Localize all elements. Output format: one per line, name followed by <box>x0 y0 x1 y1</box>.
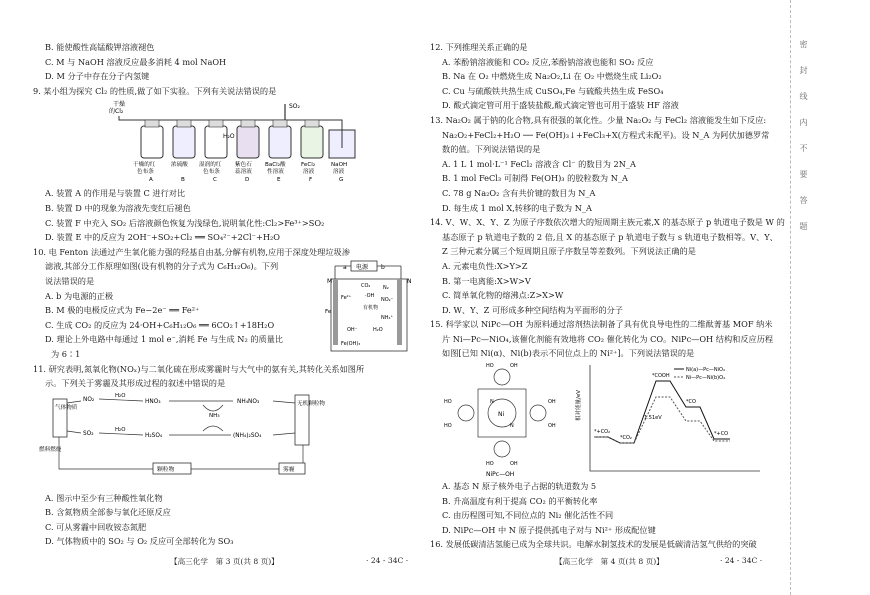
q10-option-a: A. b 为电源的正极 <box>45 290 114 301</box>
q10-stem-line-1: 10. 电 Fenton 法通过产生氧化能力强的羟基自由基,分解有机物,应用于深度处理垃圾渗 <box>33 246 350 257</box>
seal-notice <box>798 40 809 248</box>
oh-label-3: OH <box>548 423 556 430</box>
electrode-m <box>333 279 338 345</box>
oh-radical-label: ·OH <box>365 292 375 299</box>
inlet-label-bottom: 的Cl₂ <box>109 108 124 116</box>
q16-stem: 16. 发展低碳清洁氢能已成为全球共识。电解水制氢技术的发展是低碳清洁氢气供给的突破 <box>430 539 757 550</box>
bottle-d-letter: D <box>245 177 250 184</box>
q13-option-b: B. 1 mol FeCl₃ 可制得 Fe(OH)₃ 的胶粒数为 N_A <box>442 173 628 184</box>
energy-ylabel: 相对能量/eV <box>576 390 582 422</box>
q8-option-b: B. 能使酸性高锰酸钾溶液褪色 <box>45 42 155 52</box>
q11-option-a: A. 图示中至少有三种酸性氧化物 <box>45 492 163 503</box>
bottle-b <box>173 120 195 158</box>
oh-label-1: OH <box>510 363 518 370</box>
q15-option-b: B. 升高温度有利于提高 CO₂ 的平衡转化率 <box>442 495 598 506</box>
bottle-a-label-1: 干燥的红 <box>133 162 156 169</box>
bottle-c-letter: C <box>213 177 217 184</box>
q8-option-c: C. M 与 NaOH 溶液反应最多消耗 4 mol NaOH <box>45 56 227 67</box>
n2-label: N₂ <box>383 284 389 291</box>
q8-option-d: D. M 分子中存在分子内氢键 <box>45 71 150 82</box>
activation-energy-label: 1.51eV <box>644 415 662 422</box>
oh-label-2: OH <box>548 399 556 406</box>
h2so4-label: H₂SO₄ <box>145 432 163 439</box>
terminal-a-label: a <box>343 263 347 271</box>
oh-label-4: OH <box>510 461 518 468</box>
inorganic-label: 无机颗粒物 <box>297 400 325 407</box>
feoh3-label: Fe(OH)₃ <box>341 340 361 347</box>
right-column <box>430 40 785 552</box>
seal-char-8: 题 <box>799 222 808 248</box>
ho-label-2: HO <box>444 399 452 406</box>
bottle-d-label-2: 蕊溶液 <box>235 169 252 176</box>
bottle-a-label-2: 色布条 <box>137 169 154 176</box>
ho-label-4: HO <box>486 461 494 468</box>
bottle-a-letter: A <box>149 177 153 184</box>
bottle-f <box>301 120 323 158</box>
q9-option-d: D. 装置 E 中的反应为 2OH⁻+SO₂+Cl₂ ══ SO₄²⁻+2Cl⁻+H₂O <box>45 232 280 243</box>
ho-label-1: HO <box>486 363 494 370</box>
q14-option-b: B. 第一电离能:X>W>V <box>442 275 531 286</box>
n-label-1: N <box>490 399 494 406</box>
q10-option-c: C. 生成 CO₂ 的反应为 24·OH+C₆H₁₂O₆ ══ 6CO₂↑+18H₂O <box>45 319 275 330</box>
q14-option-d: D. W、Y、Z 可形成多种空间结构为平面形的分子 <box>442 304 623 315</box>
q15-option-d: D. NiPc—OH 中 N 原子提供孤电子对与 Ni²⁺ 形成配位键 <box>442 524 656 535</box>
q9-option-a: A. 装置 A 的作用是与装置 C 进行对比 <box>45 188 186 199</box>
seal-char-4: 内 <box>799 118 808 144</box>
q13-stem-line-2: Na₂O₂+FeCl₂+H₂O ── Fe(OH)₃↓+FeCl₃+X(方程式未配平)。设 N_A 为阿伏加德罗常 <box>442 129 770 140</box>
q13-stem-line-3: 数的值。下列说法错误的是 <box>442 144 541 155</box>
gas-label: 气体物质 <box>55 404 78 411</box>
q10-option-d-cont: 为 6∶1 <box>51 348 81 359</box>
fe-label: Fe <box>325 308 332 315</box>
q11-option-b: B. 含氮物质全部参与氧化还原反应 <box>45 507 171 518</box>
q10-option-b: B. M 极的电极反应式为 Fe−2e⁻ ══ Fe²⁺ <box>45 305 200 316</box>
state-3-label: *COOH <box>652 373 670 380</box>
h2o-bottom-label: H₂O <box>115 426 126 433</box>
seal-char-3: 线 <box>799 92 808 118</box>
bottle-c-label-1: 湿润的红 <box>199 162 222 169</box>
ho-label-3: HO <box>444 423 452 430</box>
seal-char-2: 封 <box>799 66 808 92</box>
q13-option-a: A. 1 L 1 mol·L⁻¹ FeCl₂ 溶液含 Cl⁻ 的数目为 2N_A <box>442 158 636 169</box>
beaker-g-letter: G <box>339 177 344 184</box>
n-label-2: N <box>510 423 514 430</box>
hno3-label: HNO₃ <box>145 398 161 405</box>
nh4-label: NH₄⁺ <box>381 314 394 321</box>
q11-option-c: C. 可从雾霾中回收铵态氮肥 <box>45 521 147 532</box>
q15-stem-line-1: 15. 科学家以 NiPc—OH 为原料通过溶剂热法制备了具有优良导电性的二维酞菁基 MOF 纳米 <box>430 319 773 330</box>
seal-char-5: 不 <box>799 144 808 170</box>
q14-option-a: A. 元素电负性:X>Y>Z <box>442 260 528 271</box>
electrode-n-label: N <box>407 277 412 285</box>
path-nib <box>594 397 730 443</box>
q13-stem-line-1: 13. Na₂O₂ 属于钠的化合物,具有很强的氧化性。少量 Na₂O₂ 与 FeCl₂ 溶液能发生如下反应: <box>430 114 767 125</box>
terminal-b-label: b <box>381 263 385 271</box>
seal-char-7: 答 <box>799 196 808 222</box>
bottle-d-label-1: 紫色石 <box>235 162 252 169</box>
beaker-g-label-2: 溶液 <box>333 169 345 176</box>
bottle-a <box>141 120 163 158</box>
nipc-oh-structure <box>444 363 556 478</box>
q15-stem-line-2: 片 Ni—Pc—NiO₄,该催化剂能有效地将 CO₂ 催化转化为 CO。NiPc—OH 结构和反应历程 <box>442 333 774 344</box>
inlet-label-top: 干燥 <box>113 101 126 109</box>
q9-apparatus-figure <box>33 98 423 186</box>
legend-1-label: Ni(a)—Pc—NiO₄ <box>686 367 725 374</box>
bottle-b-label-1: 浓硫酸 <box>171 162 188 169</box>
footer-left-code: · 24 - 34C · <box>366 556 409 565</box>
q14-option-c: C. 简单氧化物的熔沸点:Z>X>W <box>442 290 564 301</box>
state-5-label: *+CO <box>714 431 729 438</box>
bottle-d <box>237 120 259 158</box>
nh4no3-label: NH₄NO₃ <box>237 398 260 405</box>
state-1-label: *+CO₂ <box>594 429 611 436</box>
legend-2-label: Ni—Pc—Ni(b)O₄ <box>686 375 726 382</box>
q11-haze-figure <box>33 391 423 491</box>
beaker-g-label-1: NaOH <box>331 162 348 169</box>
q11-haze-svg <box>33 391 333 491</box>
q13-option-d: D. 每生成 1 mol X,转移的电子数为 N_A <box>442 202 592 213</box>
so2-label-q11: SO₂ <box>83 430 94 437</box>
haze-label: 雾霾 <box>283 466 295 473</box>
no2-label: NO₂⁻ <box>381 296 394 303</box>
electrode-n <box>397 279 402 345</box>
particle-label: 颗粒物 <box>157 466 175 473</box>
state-4-label: *CO <box>686 399 696 406</box>
q15-figure <box>430 361 785 479</box>
q15-svg <box>430 361 785 479</box>
q15-option-a: A. 基态 N 原子核外电子占据的轨道数为 5 <box>442 481 597 492</box>
no2-label-q11: NO₂ <box>83 396 95 403</box>
q12-stem: 12. 下列推理关系正确的是 <box>430 42 528 52</box>
nh3-label: NH₃ <box>209 412 220 419</box>
footer-left-page: 【高三化学 第 3 页(共 8 页)】 <box>170 557 279 566</box>
ni-center-label: Ni <box>498 411 505 419</box>
path-nia <box>594 381 730 443</box>
left-column <box>33 40 423 549</box>
co2-label: CO₂ <box>361 282 371 289</box>
q10-stem-line-2: 滤液,其部分工作原理如图(设有机物的分子式为 C₆H₁₂O₆)。下列 <box>45 261 279 272</box>
q11-stem-line-2: 示。下列关于雾霾及其形成过程的叙述中错误的是 <box>45 378 226 389</box>
q10-stem-line-3: 说法错误的是 <box>45 275 95 286</box>
fuel-label: 燃料燃烧 <box>39 446 62 453</box>
nh42so4-label: (NH₄)₂SO₄ <box>233 432 262 439</box>
q14-stem-line-1: 14. V、W、X、Y、Z 为原子序数依次增大的短周期主族元素,X 的基态原子 p 轨道电子数是 W 的 <box>430 217 785 228</box>
bottle-c-label-2: 色布条 <box>203 169 220 176</box>
gas-pipe <box>119 116 325 120</box>
q9-apparatus-svg <box>33 98 423 186</box>
beaker-g <box>325 120 355 158</box>
seal-char-1: 密 <box>799 40 808 66</box>
q12-option-b: B. Na 在 O₂ 中燃烧生成 Na₂O₂,Li 在 O₂ 中燃烧生成 Li₂O₂ <box>442 71 662 82</box>
q15-option-c: C. 由历程图可知,不同位点的 Ni₂ 催化活性不同 <box>442 510 614 521</box>
h2o-top-label: H₂O <box>115 392 126 399</box>
q12-option-d: D. 酸式滴定管可用于盛装盐酸,酸式滴定管也可用于盛装 HF 溶液 <box>442 100 679 111</box>
q12-option-a: A. 苯酚钠溶液能和 CO₂ 反应,苯酚钠溶液也能和 SO₂ 反应 <box>442 56 654 67</box>
bottle-e-label-1: BaCl₂酸 <box>265 162 286 169</box>
electrode-m-label: M <box>327 277 333 285</box>
q10-electrolysis-figure <box>325 259 415 355</box>
q9-option-c: C. 装置 F 中充入 SO₂ 后溶液颜色恢复为浅绿色,说明氧化性:Cl₂>Fe³⁺>SO₂ <box>45 217 325 228</box>
bottle-f-letter: F <box>309 177 313 184</box>
h2o-label: H₂O <box>223 133 235 141</box>
bottle-b-letter: B <box>181 177 185 184</box>
so2-label: SO₂ <box>289 103 300 111</box>
energy-axes <box>590 365 760 471</box>
q10-option-d: D. 理论上外电路中每通过 1 mol e⁻,消耗 Fe 与生成 N₂ 的质量比 <box>45 334 284 345</box>
bottle-f-label-1: FeCl₂ <box>301 162 316 169</box>
q11-option-d: D. 气体物质中的 SO₂ 与 O₂ 反应可全部转化为 SO₃ <box>45 536 234 547</box>
bottle-e-letter: E <box>277 177 281 184</box>
bottle-e-label-2: 性溶液 <box>267 169 284 176</box>
organic-label: 有机物 <box>363 304 379 311</box>
q11-stem-line-1: 11. 研究表明,氮氧化物(NOₓ)与二氧化硫在形成雾霾时与大气中的氨有关,其转化关系如图所 <box>33 363 365 374</box>
nipc-oh-label: NiPc—OH <box>486 471 515 479</box>
seal-char-6: 要 <box>799 170 808 196</box>
fe2-label: Fe²⁺ <box>341 294 352 301</box>
q9-stem: 9. 某小组为探究 Cl₂ 的性质,做了如下实验。下列有关说法错误的是 <box>33 85 277 96</box>
bottle-e <box>269 120 291 158</box>
q14-stem-line-3: Z 三种元素分属三个短周期且原子序数呈等差数列。下列说法正确的是 <box>442 246 696 257</box>
q12-option-c: C. Cu 与硫酸铁共热生成 CuSO₄,Fe 与硫酸共热生成 FeSO₄ <box>442 85 664 96</box>
footer-right-code: · 24 - 34C · <box>720 556 763 565</box>
arrows <box>59 396 303 469</box>
q13-option-c: C. 78 g Na₂O₂ 含有共价键的数目为 N_A <box>442 187 596 198</box>
q14-stem-line-2: 基态原子 p 轨道电子数的 2 倍,且 X 的基态原子 p 轨道电子数与 s 轨道电子数相等。V、Y、 <box>442 231 778 242</box>
oh-minus-label: OH⁻ <box>347 326 358 333</box>
binding-line <box>790 0 791 595</box>
bottle-f-label-2: 溶液 <box>303 169 315 176</box>
state-2-label: *CO₂ <box>620 435 632 442</box>
h2o-label-q10: H₂O <box>373 326 383 333</box>
q15-stem-line-3: 如图[已知 Ni(α)、Ni(b)表示不同位点上的 Ni²⁺]。下列说法错误的是 <box>442 348 695 359</box>
power-source-label: 电源 <box>356 263 369 271</box>
q9-option-b: B. 装置 D 中的现象为溶液先变红后褪色 <box>45 202 191 213</box>
energy-diagram <box>574 365 760 471</box>
footer-right-page: 【高三化学 第 4 页(共 8 页)】 <box>555 557 664 566</box>
